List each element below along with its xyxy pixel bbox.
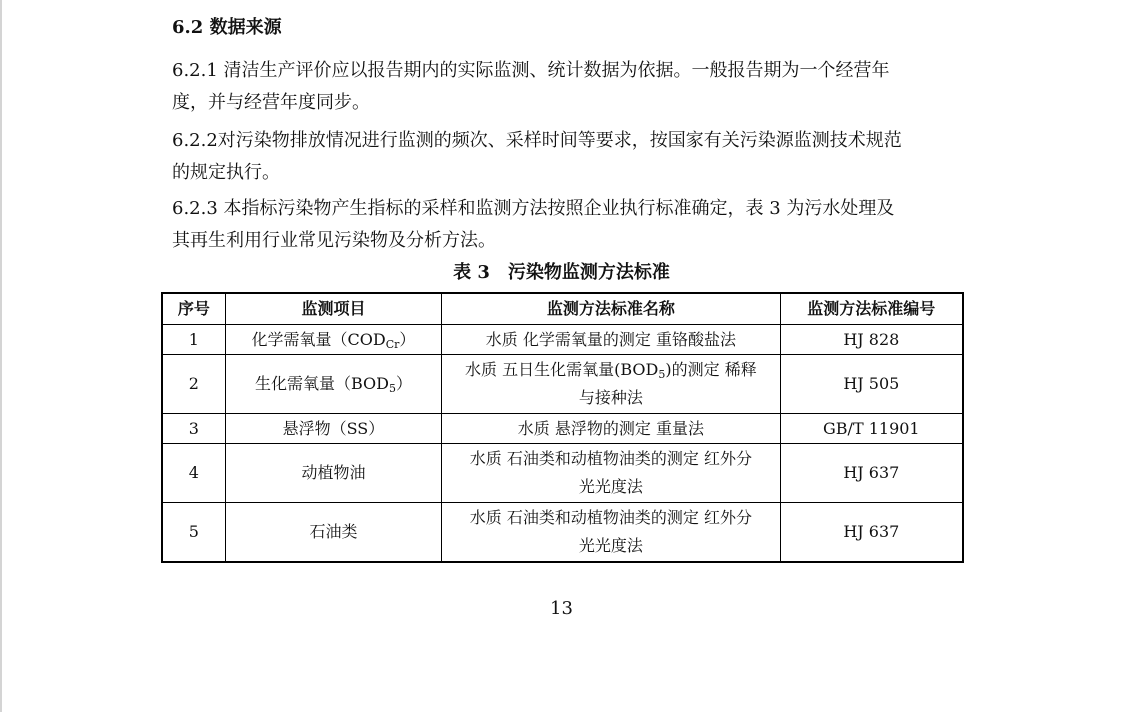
cell-method-code: HJ 637	[780, 444, 963, 503]
paragraph-6-2-1	[172, 55, 962, 119]
table-title: 表 3 污染物监测方法标准	[453, 262, 670, 283]
cell-method-name: 水质 五日生化需氧量$(BOD_5)$的测定 稀释 与接种法	[442, 355, 781, 414]
table-header-row	[162, 293, 963, 325]
table-row	[162, 414, 963, 444]
paragraph-line: 6.2.1 清洁生产评价应以报告期内的实际监测、统计数据为依据。一般报告期为一个经营年	[172, 60, 890, 81]
monitoring-methods-table	[161, 292, 964, 563]
cell-method-code: HJ 505	[780, 355, 963, 414]
cell-method-name: 水质 悬浮物的测定 重量法	[442, 414, 781, 444]
cell-method-name: 水质 石油类和动植物油类的测定 红外分 光光度法	[442, 503, 781, 563]
section-heading: 6.2 数据来源	[172, 17, 282, 38]
paragraph-line: 6.2.2对污染物排放情况进行监测的频次、采样时间等要求，按国家有关污染源监测技术规范	[172, 130, 902, 151]
paragraph-6-2-2	[172, 125, 962, 189]
cell-no: 2	[162, 355, 225, 414]
paragraph-line: 其再生利用行业常见污染物及分析方法。	[172, 230, 496, 251]
cell-no: 1	[162, 325, 225, 355]
table-row	[162, 444, 963, 503]
paragraph-6-2-3	[172, 193, 962, 257]
paragraph-line: 的规定执行。	[172, 162, 280, 183]
cell-item: 石油类	[225, 503, 441, 563]
paragraph-line: 度，并与经营年度同步。	[172, 92, 370, 113]
column-header-no: 序号	[162, 293, 225, 325]
page-number: 13	[550, 598, 573, 619]
cell-no: 3	[162, 414, 225, 444]
cell-item: 化学需氧量$(COD_{Cr})$	[225, 325, 441, 355]
column-header-method-name: 监测方法标准名称	[442, 293, 781, 325]
cell-method-name: 水质 石油类和动植物油类的测定 红外分 光光度法	[442, 444, 781, 503]
table-row	[162, 503, 963, 563]
table-row	[162, 355, 963, 414]
cell-no: 5	[162, 503, 225, 563]
column-header-item: 监测项目	[225, 293, 441, 325]
cell-method-code: HJ 828	[780, 325, 963, 355]
cell-method-code: GB/T 11901	[780, 414, 963, 444]
column-header-method-code: 监测方法标准编号	[780, 293, 963, 325]
cell-item: 生化需氧量$(BOD_5)$	[225, 355, 441, 414]
cell-item: 动植物油	[225, 444, 441, 503]
cell-no: 4	[162, 444, 225, 503]
cell-item: 悬浮物（SS）	[225, 414, 441, 444]
paragraph-line: 6.2.3 本指标污染物产生指标的采样和监测方法按照企业执行标准确定，表 3 为污水处理及	[172, 198, 895, 219]
table-row	[162, 325, 963, 355]
cell-method-code: HJ 637	[780, 503, 963, 563]
cell-method-name: 水质 化学需氧量的测定 重铬酸盐法	[442, 325, 781, 355]
